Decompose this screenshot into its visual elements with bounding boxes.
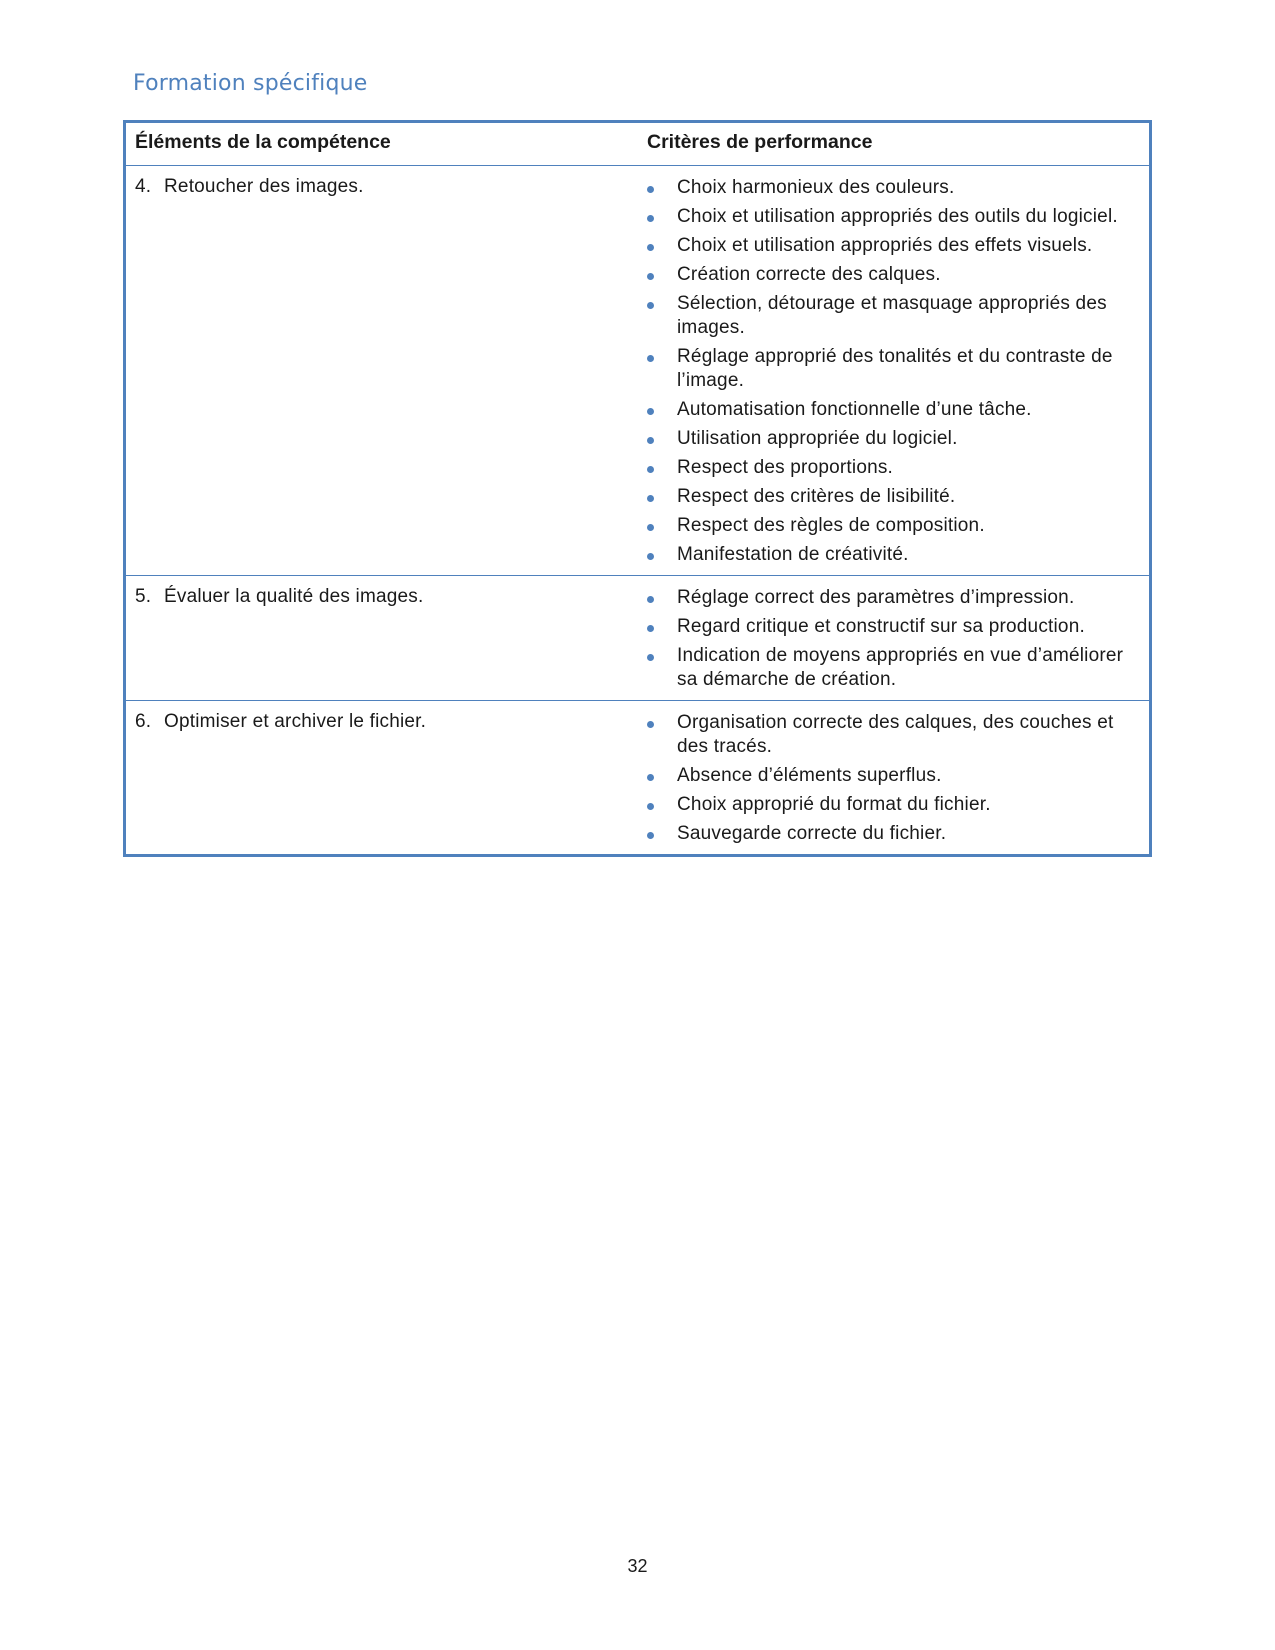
- bullet-icon: [647, 273, 654, 280]
- bullet-icon: [647, 553, 654, 560]
- criteria-list: [638, 176, 1141, 567]
- criteria-item: Respect des proportions.: [638, 456, 1141, 480]
- criteria-list: [638, 711, 1141, 846]
- criteria-item: Choix approprié du format du fichier.: [638, 793, 1141, 817]
- element-number: 5.: [135, 585, 152, 607]
- table-header-row: [126, 123, 1149, 165]
- criteria-item: Choix et utilisation appropriés des outils du logiciel.: [638, 205, 1141, 229]
- bullet-icon: [647, 654, 654, 661]
- element-number: 6.: [135, 710, 152, 732]
- criteria-item: Création correcte des calques.: [638, 263, 1141, 287]
- criteria-item: Organisation correcte des calques, des couches et des tracés.: [638, 711, 1141, 759]
- criteria-item: Manifestation de créativité.: [638, 543, 1141, 567]
- table-row: [126, 165, 1149, 575]
- criteria-item: Absence d’éléments superflus.: [638, 764, 1141, 788]
- bullet-icon: [647, 186, 654, 193]
- criteria-cell: [638, 165, 1149, 575]
- bullet-icon: [647, 215, 654, 222]
- criteria-item: Indication de moyens appropriés en vue d’améliorer sa démarche de création.: [638, 644, 1141, 692]
- criteria-item: Réglage correct des paramètres d’impression.: [638, 586, 1141, 610]
- bullet-icon: [647, 596, 654, 603]
- criteria-item: Regard critique et constructif sur sa production.: [638, 615, 1141, 639]
- section-title: Formation spécifique: [133, 71, 368, 96]
- criteria-item: Respect des règles de composition.: [638, 514, 1141, 538]
- element-cell: [126, 700, 638, 854]
- page-number: 32: [627, 1556, 648, 1576]
- bullet-icon: [647, 302, 654, 309]
- table-row: [126, 575, 1149, 700]
- header-criteria: Critères de performance: [638, 123, 1149, 165]
- bullet-icon: [647, 774, 654, 781]
- criteria-item: Choix et utilisation appropriés des effets visuels.: [638, 234, 1141, 258]
- table-row: [126, 700, 1149, 854]
- bullet-icon: [647, 437, 654, 444]
- competence-table: [123, 120, 1152, 857]
- bullet-icon: [647, 803, 654, 810]
- element-text: Optimiser et archiver le fichier.: [164, 710, 427, 732]
- element-cell: [126, 575, 638, 700]
- element-number: 4.: [135, 175, 152, 197]
- bullet-icon: [647, 408, 654, 415]
- bullet-icon: [647, 832, 654, 839]
- criteria-cell: [638, 700, 1149, 854]
- header-elements: Éléments de la compétence: [126, 123, 638, 165]
- criteria-item: Sauvegarde correcte du fichier.: [638, 822, 1141, 846]
- criteria-list: [638, 586, 1141, 692]
- criteria-cell: [638, 575, 1149, 700]
- bullet-icon: [647, 495, 654, 502]
- bullet-icon: [647, 355, 654, 362]
- element-cell: [126, 165, 638, 575]
- criteria-item: Utilisation appropriée du logiciel.: [638, 427, 1141, 451]
- criteria-item: Choix harmonieux des couleurs.: [638, 176, 1141, 200]
- element-text: Évaluer la qualité des images.: [164, 585, 424, 607]
- bullet-icon: [647, 721, 654, 728]
- criteria-item: Réglage approprié des tonalités et du contraste de l’image.: [638, 345, 1141, 393]
- bullet-icon: [647, 524, 654, 531]
- criteria-item: Respect des critères de lisibilité.: [638, 485, 1141, 509]
- bullet-icon: [647, 625, 654, 632]
- bullet-icon: [647, 244, 654, 251]
- criteria-item: Sélection, détourage et masquage appropriés des images.: [638, 292, 1141, 340]
- criteria-item: Automatisation fonctionnelle d’une tâche.: [638, 398, 1141, 422]
- element-text: Retoucher des images.: [164, 175, 364, 197]
- bullet-icon: [647, 466, 654, 473]
